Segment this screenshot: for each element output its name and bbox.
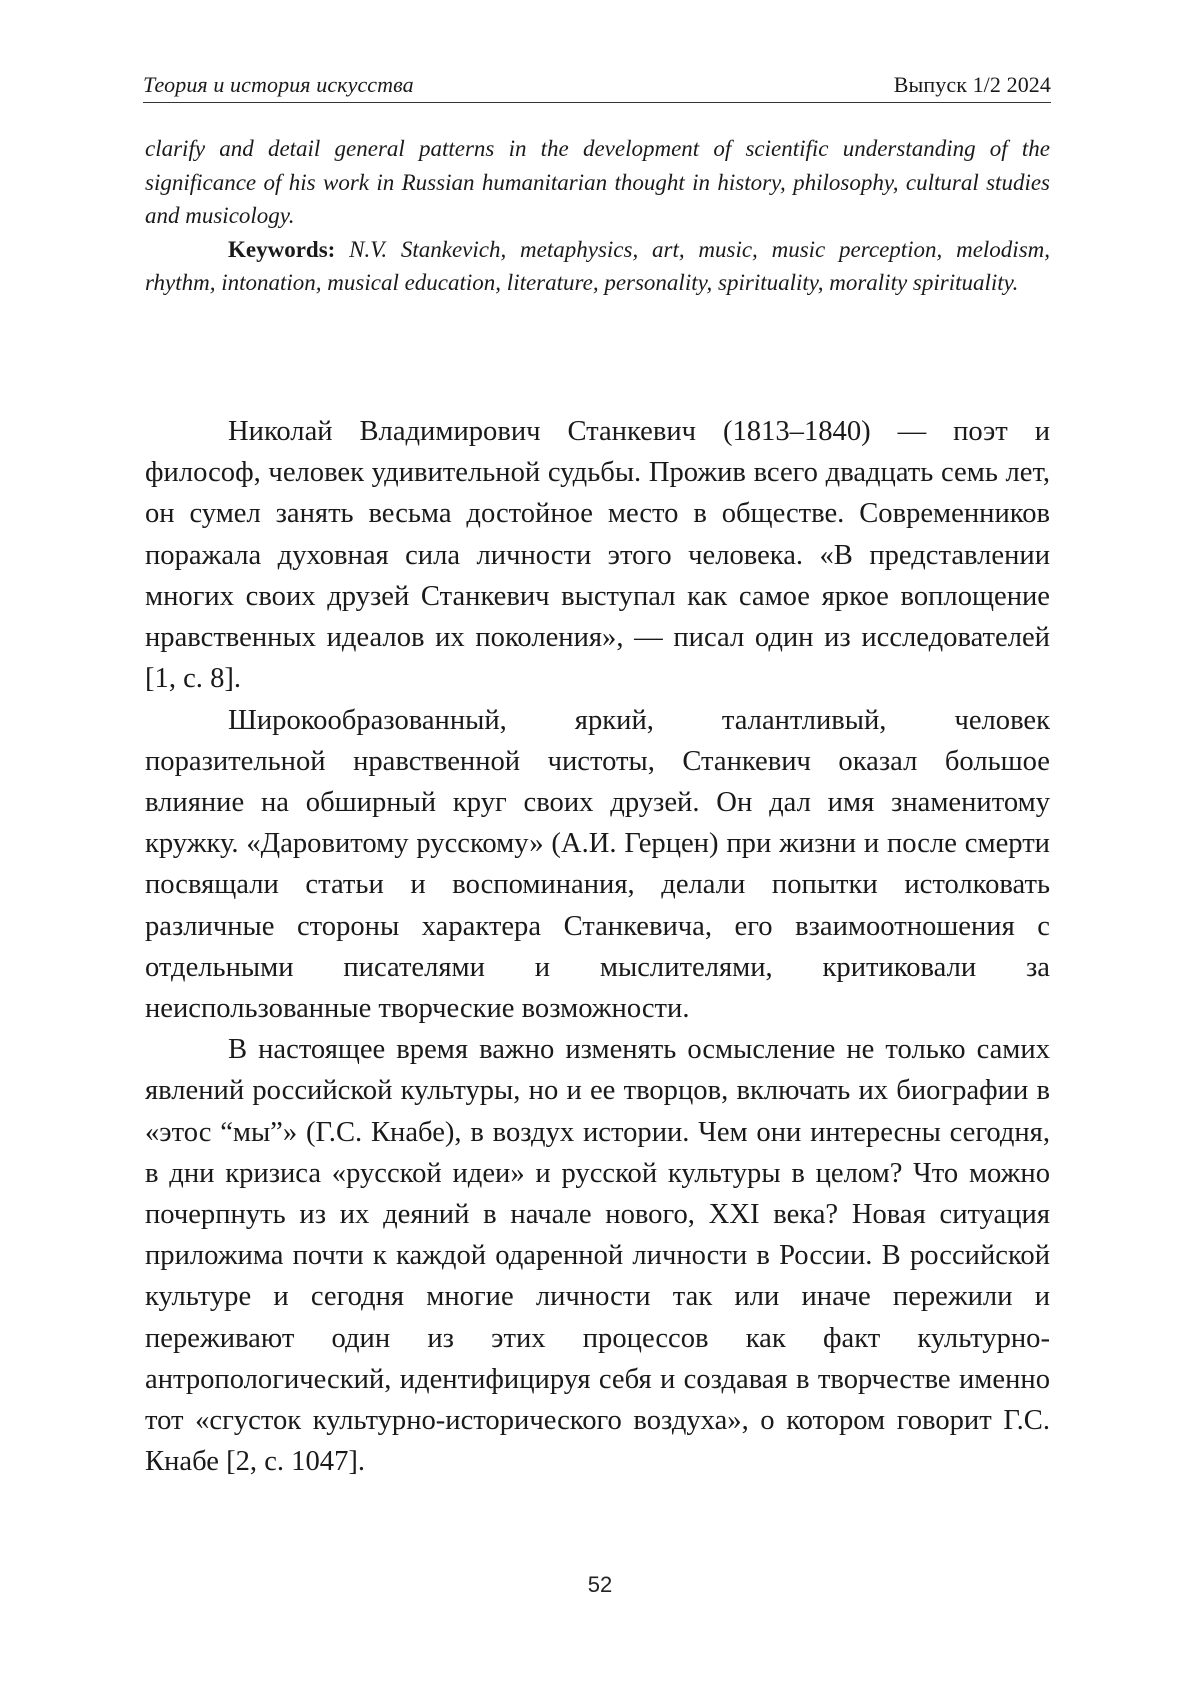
issue-label: Выпуск 1/2 2024 (894, 72, 1051, 98)
running-header (143, 66, 1051, 103)
body-paragraph: Широкообразованный, яркий, талантливый, человек поразительной нравственной чистоты, Станкевич оказал большое влияние на обширный круг своих друзей. Он дал имя знаменитому кружку. «Даровитому русскому» (А.И. Герцен) при жизни и после смерти посвящали статьи и воспоминания, делали попытки истолковать различные стороны характера Станкевича, его взаимоотношения с отдельными писателями и мыслителями, критиковали за неиспользованные творческие возможности. (145, 700, 1050, 1030)
abstract-block (145, 132, 1050, 300)
journal-title: Теория и история искусства (143, 72, 414, 98)
page-number: 52 (0, 1572, 1200, 1598)
body-paragraph: В настоящее время важно изменять осмысление не только самих явлений российской культуры, но и ее творцов, включать их биографии в «этос “мы”» (Г.С. Кнабе), в воздух истории. Чем они интересны сегодня, в дни кризиса «русской идеи» и русской культуры в целом? Что можно почерпнуть из их деяний в начале нового, XXI века? Новая ситуация приложима почти к каждой одаренной личности в России. В российской культуре и сегодня многие личности так или иначе пережили и переживают один из этих процессов как факт культурно-антропологический, идентифицируя себя и создавая в творчестве именно тот «сгусток культурно-исторического воздуха», о котором говорит Г.С. Кнабе [2, с. 1047]. (145, 1029, 1050, 1482)
abstract-text: clarify and detail general patterns in the development of scientific understanding of the significance of his work in Russian humanitarian thought in history, philosophy, cultural studies and musicology. (145, 132, 1050, 233)
keywords-line (145, 233, 1050, 300)
page (0, 0, 1200, 1703)
body-paragraph: Николай Владимирович Станкевич (1813–1840) — поэт и философ, человек удивительной судьбы. Прожив всего двадцать семь лет, он сумел занять весьма достойное место в обществе. Современников поражала духовная сила личности этого человека. «В представлении многих своих друзей Станкевич выступал как самое яркое воплощение нравственных идеалов их поколения», — писал один из исследователей [1, с. 8]. (145, 411, 1050, 699)
keywords-list: N.V. Stankevich, metaphysics, art, music, music perception, melodism, rhythm, intonation, musical education, literature, personality, spirituality, morality spirituality. (145, 237, 1050, 296)
keywords-label: Keywords: (228, 237, 335, 262)
article-body (145, 411, 1050, 1483)
